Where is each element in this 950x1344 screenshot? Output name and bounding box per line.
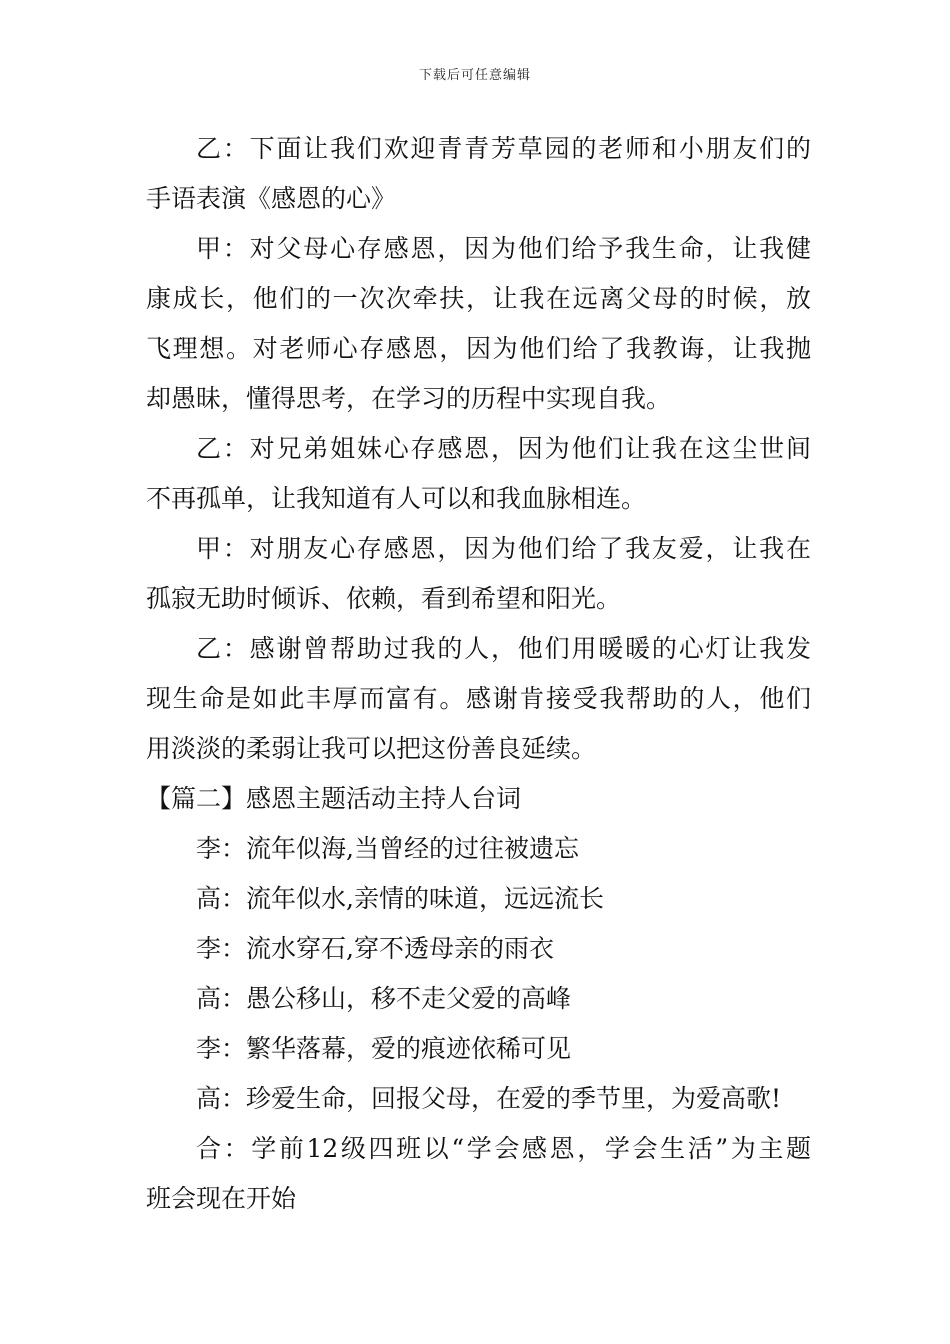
paragraph-line: 现生命是如此丰厚而富有。感谢肯接受我帮助的人，他们: [146, 684, 811, 713]
paragraph-line: 乙：感谢曾帮助过我的人，他们用暖暖的心灯让我发: [196, 634, 811, 663]
paragraph-line: 甲：对朋友心存感恩，因为他们给了我友爱，让我在: [196, 534, 811, 563]
paragraph-line: 孤寂无助时倾诉、依赖，看到希望和阳光。: [146, 584, 622, 613]
dialogue-line: 李：繁华落幕，爱的痕迹依稀可见: [196, 1034, 572, 1063]
paragraph-line: 飞理想。对老师心存感恩，因为他们给了我教诲，让我抛: [146, 334, 811, 363]
paragraph-line: 甲：对父母心存感恩，因为他们给予我生命，让我健: [196, 234, 811, 263]
section-heading: 【篇二】感恩主题活动主持人台词: [146, 784, 522, 813]
document-body: [146, 124, 811, 1224]
paragraph-line: 乙：对兄弟姐妹心存感恩，因为他们让我在这尘世间: [196, 434, 811, 463]
paragraph-line: 康成长，他们的一次次牵扶，让我在远离父母的时候，放: [146, 284, 811, 313]
paragraph-line: 不再孤单，让我知道有人可以和我血脉相连。: [146, 484, 647, 513]
dialogue-line: 班会现在开始: [146, 1184, 297, 1213]
dialogue-line: 合：学前12级四班以“学会感恩，学会生活”为主题: [196, 1134, 811, 1163]
dialogue-line: 高：流年似水,亲情的味道，远远流长: [196, 884, 604, 913]
dialogue-line: 高：珍爱生命，回报父母，在爱的季节里，为爱高歌!: [196, 1084, 782, 1113]
dialogue-line: 李：流年似海,当曾经的过往被遗忘: [196, 834, 579, 863]
dialogue-line: 高：愚公移山，移不走父爱的高峰: [196, 984, 572, 1013]
paragraph-line: 用淡淡的柔弱让我可以把这份善良延续。: [146, 734, 597, 763]
paragraph-line: 乙：下面让我们欢迎青青芳草园的老师和小朋友们的: [196, 134, 811, 163]
dialogue-line: 李：流水穿石,穿不透母亲的雨衣: [196, 934, 554, 963]
page-header: 下载后可任意编辑: [418, 68, 531, 83]
paragraph-line: 手语表演《感恩的心》: [146, 184, 397, 213]
paragraph-line: 却愚昧，懂得思考，在学习的历程中实现自我。: [146, 384, 672, 413]
